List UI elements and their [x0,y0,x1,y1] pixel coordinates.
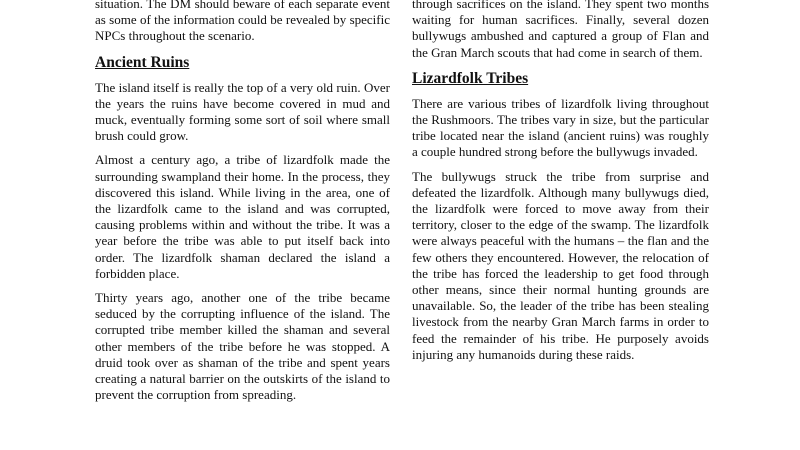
left-column [95,0,390,411]
paragraph: Thirty years ago, another one of the tribe became seduced by the corrupting influence of the island. The corrupted tribe member killed the shaman and several other members of the tribe before he was stopped. A druid took over as shaman of the tribe and spent years creating a natural barrier on the outskirts of the island to prevent the corruption from spreading. [95,290,390,403]
paragraph: There are various tribes of lizardfolk living throughout the Rushmoors. The tribes vary in size, but the particular tribe located near the island (ancient ruins) was roughly a couple hundred strong before the bullywugs invaded. [412,95,709,160]
paragraph: The bullywugs struck the tribe from surprise and defeated the lizardfolk. Although many bullywugs died, the lizardfolk were forced to move away from their territory, closer to the edge of the swamp. The lizardfolk were always peaceful with the humans – the flan and the few others they encountered. However, the relocation of the tribe has forced the leadership to get food through other means, since their normal hunting grounds are unavailable. So, the leader of the tribe has been stealing livestock from the nearby Gran March farms in order to feed the remainder of his tribe. He purposely avoids injuring any humanoids during these raids. [412,168,709,362]
right-column [412,0,709,371]
section-title-ancient-ruins: Ancient Ruins [95,53,190,71]
continued-paragraph-left: situation. The DM should beware of each separate event as some of the information could be revealed by specific NPCs throughout the scenario. [95,0,390,44]
paragraph: The island itself is really the top of a very old ruin. Over the years the ruins have become covered in mud and muck, eventually forming some sort of soil where small brush could grow. [95,79,390,144]
paragraph: Almost a century ago, a tribe of lizardfolk made the surrounding swampland their home. In the process, they discovered this island. While living in the area, one of the lizardfolk came to the island and was corrupted, causing problems within and without the tribe. It was a year before the tribe was able to put itself back into order. The lizardfolk shaman declared the island a forbidden place. [95,152,390,281]
continued-paragraph-right: through sacrifices on the island. They spent two months waiting for human sacrifices. Finally, several dozen bullywugs ambushed and captured a group of Flan and the Gran March scouts that had come in search of them. [412,0,709,60]
section-title-lizardfolk-tribes: Lizardfolk Tribes [412,69,529,87]
